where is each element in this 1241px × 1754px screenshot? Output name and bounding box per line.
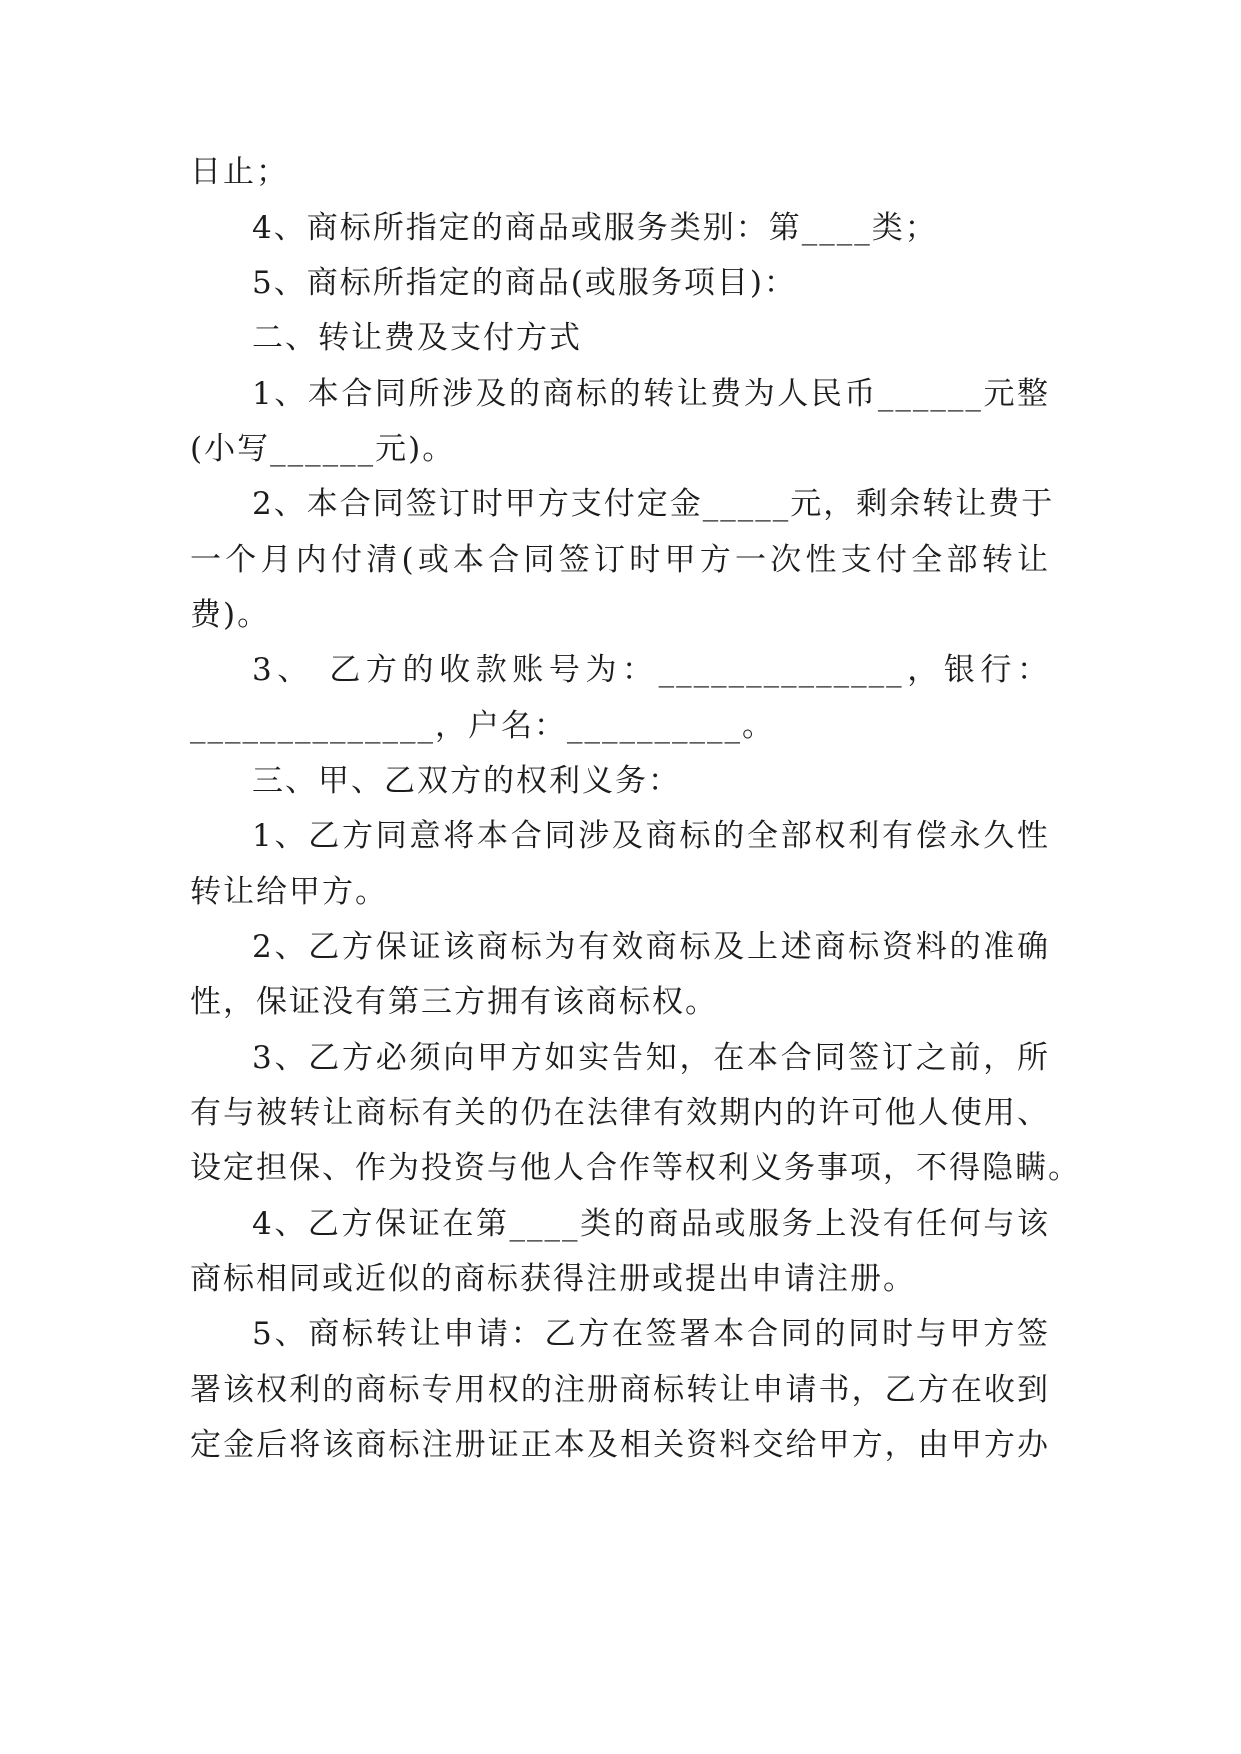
text-line: 4、乙方保证在第____类的商品或服务上没有任何与该 (252, 1206, 1050, 1242)
text-line: 2、乙方保证该商标为有效商标及上述商标资料的准确 (252, 929, 1050, 965)
text-line: 4、商标所指定的商品或服务类别：第____类； (252, 210, 938, 246)
text-line: 2、本合同签订时甲方支付定金_____元，剩余转让费于 (252, 486, 1055, 522)
text-line: 3、乙方必须向甲方如实告知，在本合同签订之前，所 (252, 1040, 1050, 1076)
text-line: 1、本合同所涉及的商标的转让费为人民币______元整 (252, 376, 1050, 412)
text-line: 商标相同或近似的商标获得注册或提出申请注册。 (190, 1261, 916, 1297)
text-line: 日止； (190, 154, 289, 190)
section-heading: 二、转让费及支付方式 (252, 320, 582, 356)
text-line: 费)。 (190, 597, 271, 633)
text-line: ______________，户名：__________。 (190, 708, 775, 744)
text-line: 设定担保、作为投资与他人合作等权利义务事项，不得隐瞒。 (190, 1150, 1081, 1186)
text-line: 5、商标转让申请：乙方在签署本合同的同时与甲方签 (252, 1316, 1050, 1352)
text-line: 署该权利的商标专用权的注册商标转让申请书，乙方在收到 (190, 1372, 1050, 1408)
text-line: 5、商标所指定的商品(或服务项目)： (252, 265, 797, 301)
text-line: 性，保证没有第三方拥有该商标权。 (190, 984, 718, 1020)
text-line: 3、 乙方的收款账号为：______________，银行： (252, 652, 1050, 688)
text-line: 一个月内付清(或本合同签订时甲方一次性支付全部转让 (190, 542, 1050, 578)
text-line: 转让给甲方。 (190, 874, 388, 910)
text-line: 1、乙方同意将本合同涉及商标的全部权利有偿永久性 (252, 818, 1050, 854)
text-line: 定金后将该商标注册证正本及相关资料交给甲方，由甲方办 (190, 1427, 1050, 1463)
text-line: 有与被转让商标有关的仍在法律有效期内的许可他人使用、 (190, 1095, 1050, 1131)
text-line: (小写______元)。 (190, 431, 456, 467)
section-heading: 三、甲、乙双方的权利义务： (252, 763, 681, 799)
